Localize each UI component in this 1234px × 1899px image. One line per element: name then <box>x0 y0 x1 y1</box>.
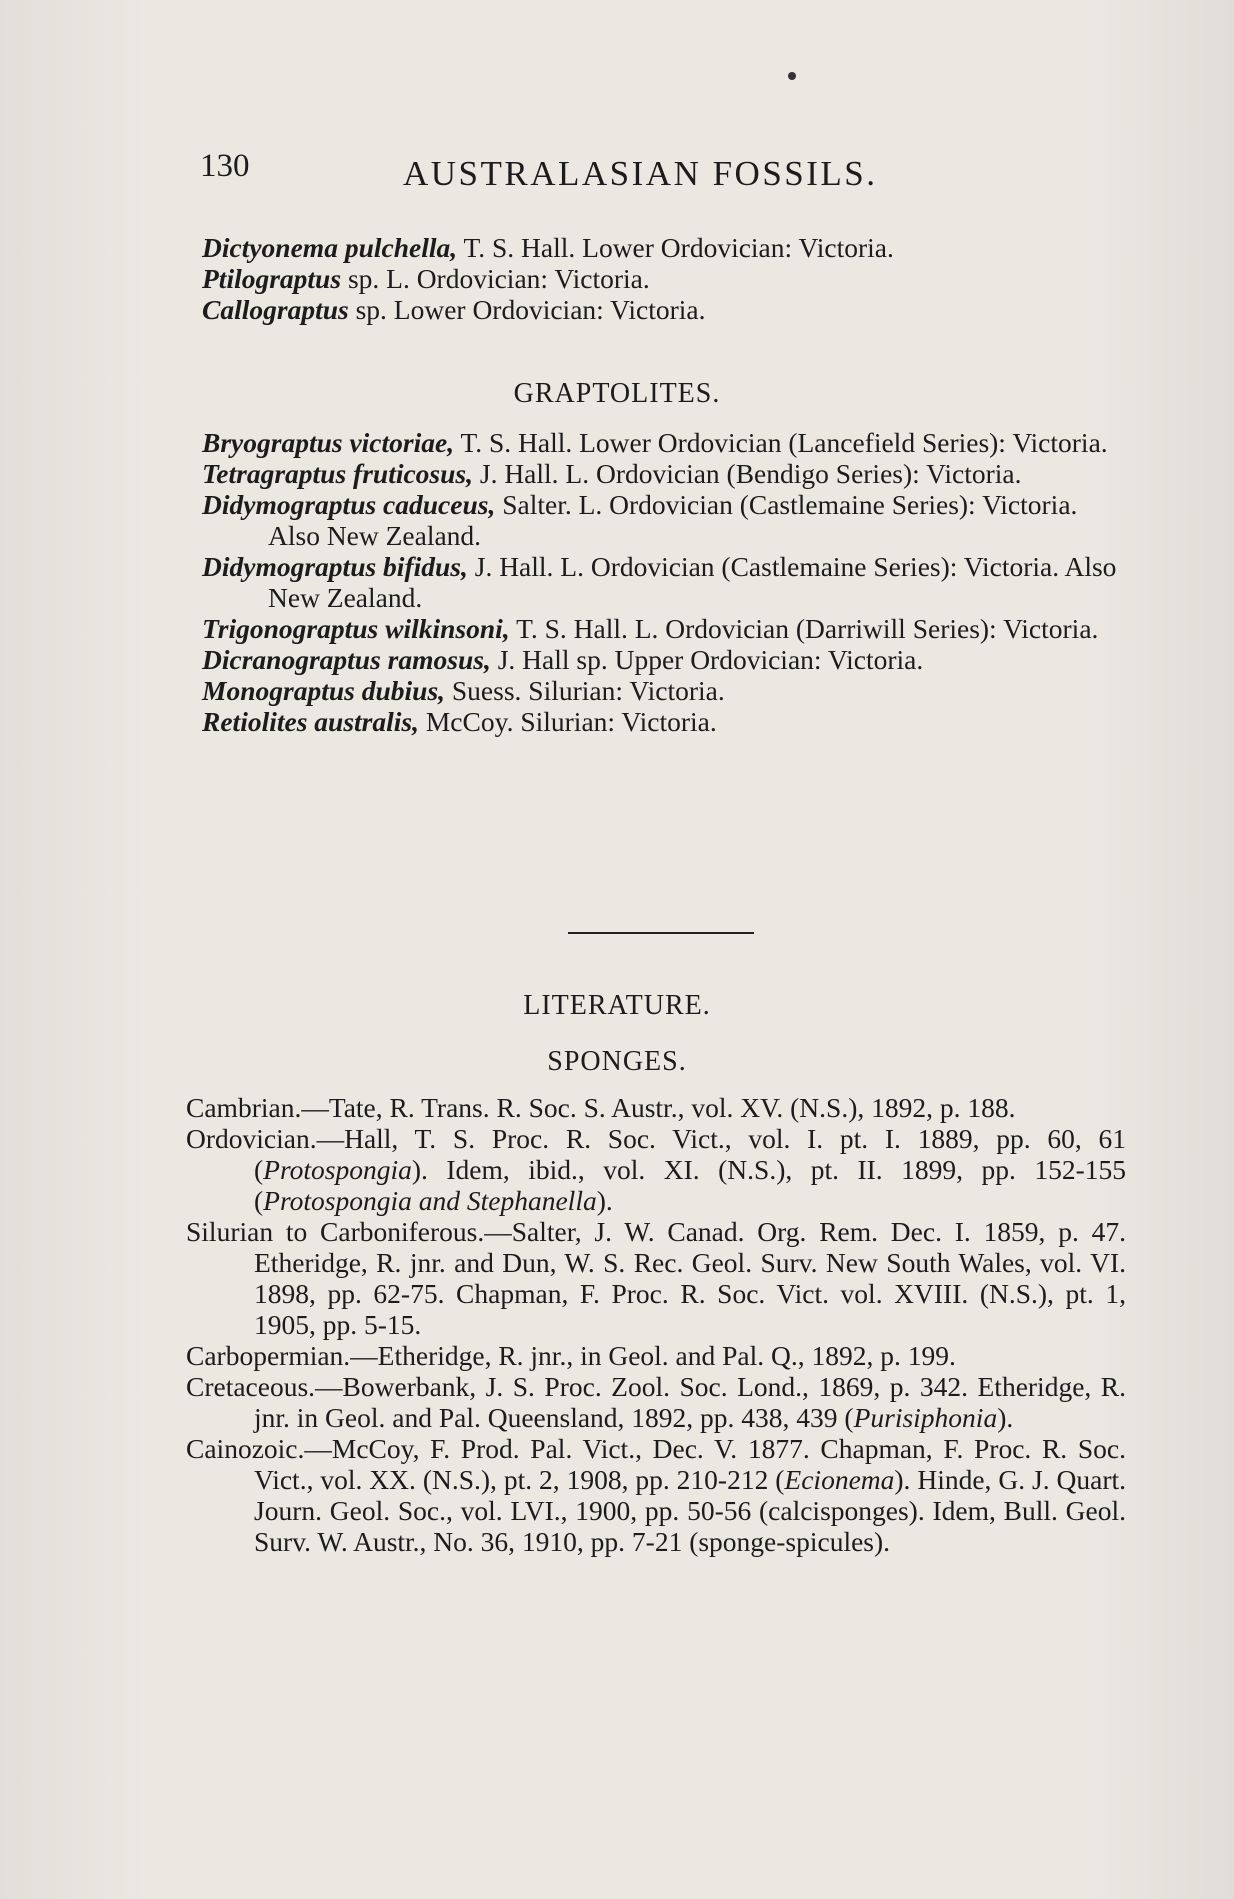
list-item: Trigonograptus wilkinsoni, T. S. Hall. L. Ordovician (Darriwill Series): Victoria. <box>202 613 1099 644</box>
list-item: Cainozoic.—McCoy, F. Prod. Pal. Vict., Dec. V. 1877. Chapman, F. Proc. R. Soc. Vict., vol. XX. (N.S.), pt. 2, 1908, pp. 210-212 (Ecionema). Hinde, G. J. Quart. Journ. Geol. Soc., vol. LVI., 1900, pp. 50-56 (calcisponges). Idem, Bull. Geol. Surv. W. Austr., No. 36, 1910, pp. 7-21 (sponge-spicules). <box>186 1433 1126 1557</box>
list-item: Tetragraptus fruticosus, J. Hall. L. Ordovician (Bendigo Series): Victoria. <box>202 458 1022 489</box>
list-item: Cretaceous.—Bowerbank, J. S. Proc. Zool. Soc. Lond., 1869, p. 342. Etheridge, R. jnr. in Geol. and Pal. Queensland, 1892, pp. 438, 439 (Purisiphonia). <box>186 1371 1126 1433</box>
literature-list <box>186 1092 1126 1557</box>
list-item: Didymograptus bifidus, J. Hall. L. Ordovician (Castlemaine Series): Victoria. Also New Zealand. <box>202 551 1117 613</box>
top-entries <box>202 232 1132 325</box>
running-title: AUSTRALASIAN FOSSILS. <box>403 154 878 193</box>
list-item: Ordovician.—Hall, T. S. Proc. R. Soc. Vict., vol. I. pt. I. 1889, pp. 60, 61 (Protospongia). Idem, ibid., vol. XI. (N.S.), pt. II. 1899, pp. 152-155 (Protospongia and Stephanella). <box>186 1123 1126 1216</box>
ink-dot <box>788 72 796 80</box>
page-number: 130 <box>200 148 250 184</box>
subheading-sponges: SPONGES. <box>547 1046 687 1077</box>
list-item: Bryograptus victoriae, T. S. Hall. Lower Ordovician (Lancefield Series): Victoria. <box>202 427 1108 458</box>
list-item: Cambrian.—Tate, R. Trans. R. Soc. S. Austr., vol. XV. (N.S.), 1892, p. 188. <box>186 1092 1016 1123</box>
section-heading-literature: LITERATURE. <box>523 990 711 1021</box>
list-item: Didymograptus caduceus, Salter. L. Ordovician (Castlemaine Series): Victoria. Also New Zealand. <box>202 489 1078 551</box>
section-divider <box>568 932 754 934</box>
page-header <box>200 148 940 198</box>
graptolite-list <box>202 427 1132 737</box>
list-item: Silurian to Carboniferous.—Salter, J. W. Canad. Org. Rem. Dec. I. 1859, p. 47. Etheridge, R. jnr. and Dun, W. S. Rec. Geol. Surv. New South Wales, vol. VI. 1898, pp. 62-75. Chapman, F. Proc. R. Soc. Vict. vol. XVIII. (N.S.), pt. 1, 1905, pp. 5-15. <box>186 1216 1126 1340</box>
list-item: Monograptus dubius, Suess. Silurian: Victoria. <box>202 675 725 706</box>
list-item: Ptilograptus sp. L. Ordovician: Victoria. <box>202 263 650 294</box>
list-item: Retiolites australis, McCoy. Silurian: Victoria. <box>202 706 717 737</box>
list-item: Dicranograptus ramosus, J. Hall sp. Upper Ordovician: Victoria. <box>202 644 924 675</box>
list-item: Dictyonema pulchella, T. S. Hall. Lower Ordovician: Victoria. <box>202 232 894 263</box>
section-heading-graptolites: GRAPTOLITES. <box>513 378 721 409</box>
list-item: Callograptus sp. Lower Ordovician: Victoria. <box>202 294 706 325</box>
list-item: Carbopermian.—Etheridge, R. jnr., in Geol. and Pal. Q., 1892, p. 199. <box>186 1340 956 1371</box>
